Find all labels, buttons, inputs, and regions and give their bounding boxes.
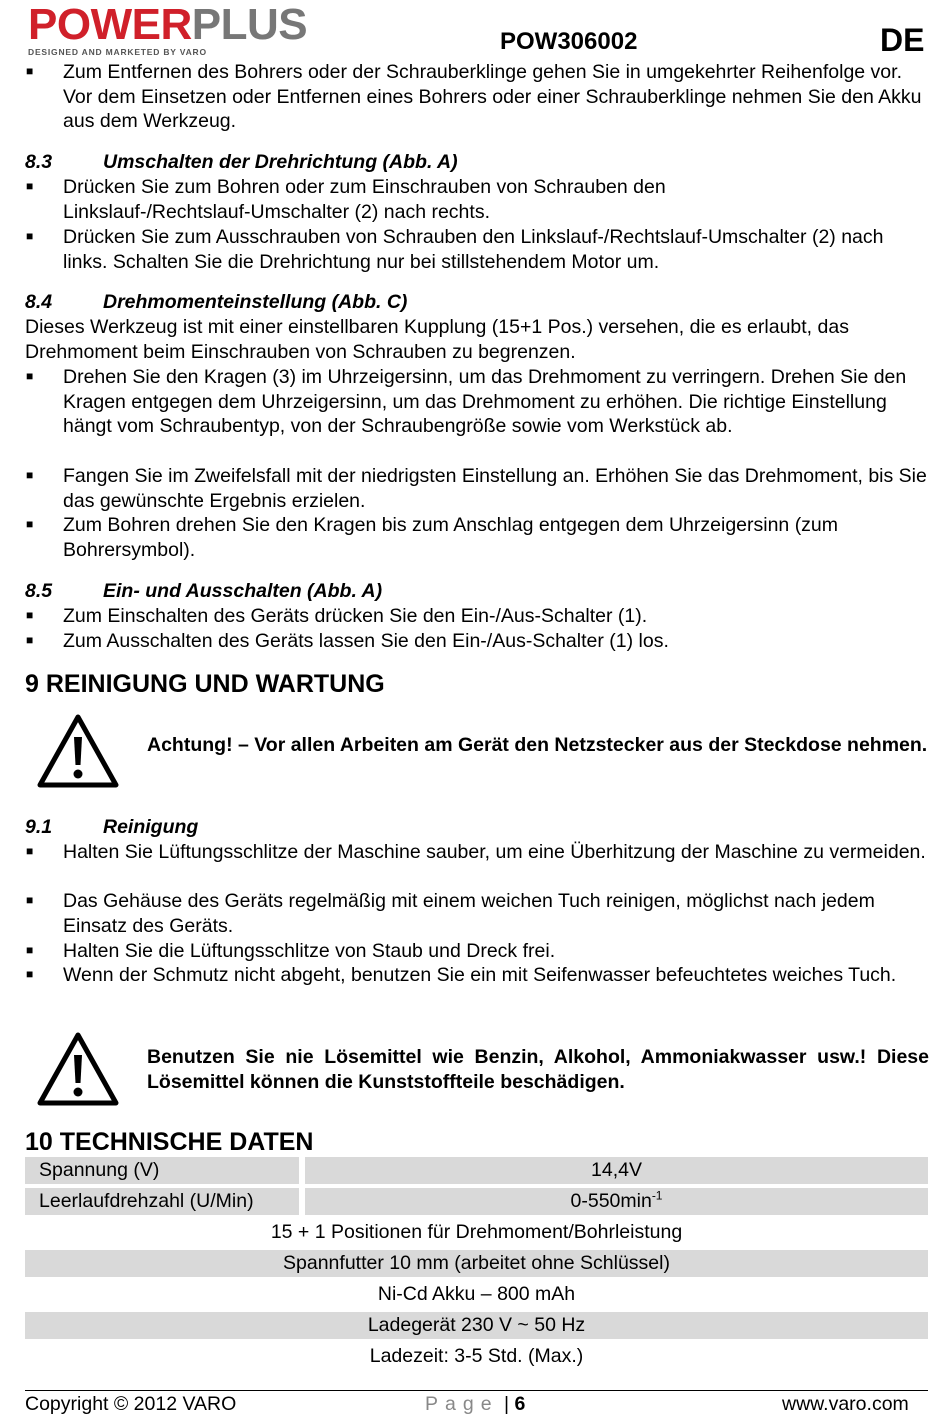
list-item: Drücken Sie zum Bohren oder zum Einschrauben von Schrauben den Linkslauf-/Rechtslauf-Umschalter (2) nach rechts. bbox=[63, 176, 666, 223]
bullet-icon: ■ bbox=[26, 633, 34, 647]
logo-tagline: DESIGNED AND MARKETED BY VARO bbox=[28, 47, 207, 57]
section-8-5-heading: 8.5 Ein- und Ausschalten (Abb. A) bbox=[25, 580, 383, 602]
solvent-warning-text: Benutzen Sie nie Lösemittel wie Benzin, Alkohol, Ammoniakwasser usw.! Diese Lösemittel können die Kunststoffteile beschädigen. bbox=[147, 1046, 929, 1093]
table-row: 15 + 1 Positionen für Drehmoment/Bohrleistung bbox=[270, 1221, 683, 1243]
footer-copyright: Copyright © 2012 VARO bbox=[25, 1393, 237, 1415]
warning-text: Achtung! – Vor allen Arbeiten am Gerät den Netzstecker aus der Steckdose nehmen. bbox=[147, 734, 928, 756]
section-8-4-heading: 8.4 Drehmomenteinstellung (Abb. C) bbox=[25, 291, 408, 313]
bullet-icon: ■ bbox=[26, 517, 34, 531]
section-10-heading: 10 TECHNISCHE DATEN bbox=[25, 1128, 314, 1156]
footer-page: Page | 6 bbox=[425, 1393, 526, 1415]
list-item: Das Gehäuse des Geräts regelmäßig mit einem weichen Tuch reinigen, möglichst nach jedem Einsatz des Geräts. bbox=[63, 890, 875, 937]
list-item: Wenn der Schmutz nicht abgeht, benutzen Sie ein mit Seifenwasser befeuchtetes weiches Tuch. bbox=[63, 964, 897, 986]
bullet-icon: ■ bbox=[26, 369, 34, 383]
section-8-4-paragraph: Dieses Werkzeug ist mit einer einstellbaren Kupplung (15+1 Pos.) versehen, die es erlaubt, das Drehmoment beim Einschrauben von Schrauben zu begrenzen. bbox=[25, 316, 849, 363]
list-item: Zum Bohren drehen Sie den Kragen bis zum Anschlag entgegen dem Uhrzeigersinn (zum Bohrersymbol). bbox=[63, 514, 839, 561]
brand-logo bbox=[28, 0, 373, 57]
table-row: Ni-Cd Akku – 800 mAh bbox=[377, 1283, 576, 1305]
bullet-icon: ■ bbox=[26, 229, 34, 243]
table-row: Spannfutter 10 mm (arbeitet ohne Schlüssel) bbox=[25, 1250, 928, 1277]
list-item: Zum Einschalten des Geräts drücken Sie den Ein-/Aus-Schalter (1). bbox=[63, 605, 648, 627]
logo-wordmark: POWERPLUS bbox=[28, 0, 308, 49]
section-9-heading: 9 REINIGUNG UND WARTUNG bbox=[25, 670, 385, 698]
table-row: Ladegerät 230 V ~ 50 Hz bbox=[25, 1312, 928, 1339]
section-8-3-heading: 8.3 Umschalten der Drehrichtung (Abb. A) bbox=[25, 151, 458, 173]
bullet-icon: ■ bbox=[26, 967, 34, 981]
bullet-icon: ■ bbox=[26, 893, 34, 907]
bullet-icon: ■ bbox=[26, 608, 34, 622]
section-9-1-heading: 9.1 Reinigung bbox=[25, 816, 199, 838]
bullet-icon: ■ bbox=[26, 64, 34, 78]
footer-url-link[interactable]: www.varo.com bbox=[782, 1393, 909, 1415]
table-cell-label: Spannung (V) bbox=[25, 1157, 299, 1184]
warning-triangle-icon bbox=[36, 1031, 120, 1107]
list-item: Drücken Sie zum Ausschrauben von Schrauben den Linkslauf-/Rechtslauf-Umschalter (2) nach links. Schalten Sie die Drehrichtung nur bei stillstehendem Motor um. bbox=[63, 226, 884, 273]
table-cell-value: 14,4V bbox=[305, 1157, 928, 1184]
table-cell-label: Leerlaufdrehzahl (U/Min) bbox=[25, 1188, 299, 1215]
warning-triangle-icon bbox=[36, 713, 120, 789]
footer-divider bbox=[25, 1390, 928, 1391]
table-row bbox=[25, 1188, 928, 1215]
list-item: Fangen Sie im Zweifelsfall mit der niedrigsten Einstellung an. Erhöhen Sie das Drehmoment, bis Sie das gewünschte Ergebnis erzielen. bbox=[63, 465, 927, 512]
bullet-icon: ■ bbox=[26, 943, 34, 957]
list-item: Halten Sie die Lüftungsschlitze von Staub und Dreck frei. bbox=[63, 940, 556, 962]
list-item: Halten Sie Lüftungsschlitze der Maschine sauber, um eine Überhitzung der Maschine zu vermeiden. bbox=[63, 841, 926, 863]
list-item: Zum Ausschalten des Geräts lassen Sie den Ein-/Aus-Schalter (1) los. bbox=[63, 630, 669, 652]
language-code: DE bbox=[880, 22, 925, 58]
bullet-icon: ■ bbox=[26, 179, 34, 193]
model-number: POW306002 bbox=[500, 28, 638, 55]
table-cell-value: $0-550\min^{-1}$ bbox=[305, 1188, 928, 1215]
intro-bullet-text: Zum Entfernen des Bohrers oder der Schrauberklinge gehen Sie in umgekehrter Reihenfolge vor. Vor dem Einsetzen oder Entfernen eines Bohrers oder einer Schrauberklinge nehmen Sie den Akku aus dem Werkzeug. bbox=[63, 61, 922, 133]
table-row bbox=[25, 1157, 928, 1184]
bullet-icon: ■ bbox=[26, 844, 34, 858]
bullet-icon: ■ bbox=[26, 468, 34, 482]
table-row: Ladezeit: 3-5 Std. (Max.) bbox=[369, 1345, 584, 1367]
list-item: Drehen Sie den Kragen (3) im Uhrzeigersinn, um das Drehmoment zu verringern. Drehen Sie den Kragen entgegen dem Uhrzeigersinn, um das Drehmoment zu erhöhen. Die richtige Einstellung hängt vom Schraubentyp, von der Schraubengröße sowie vom Werkstück ab. bbox=[63, 366, 907, 438]
